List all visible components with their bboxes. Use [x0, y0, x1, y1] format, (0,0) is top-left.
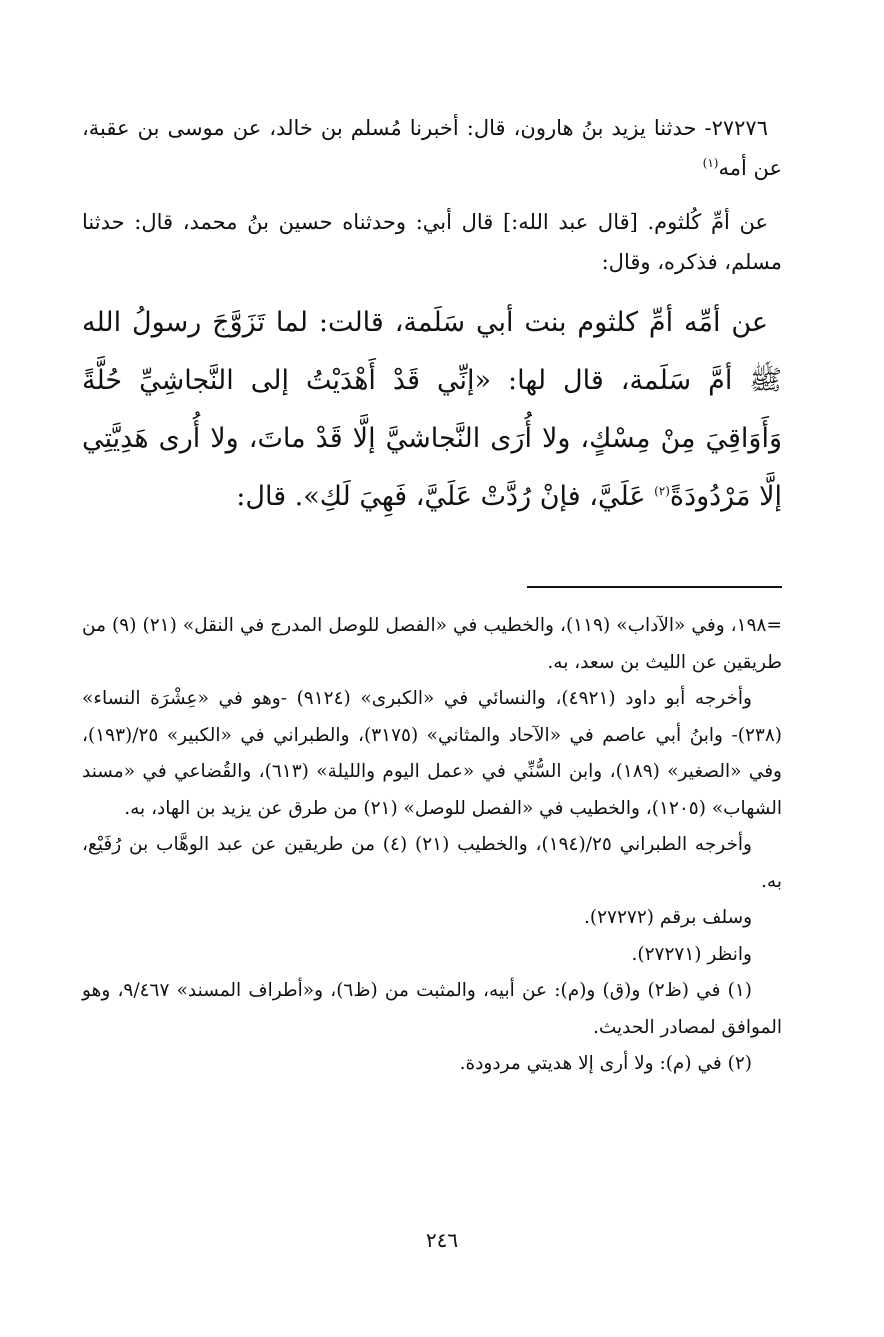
page-body	[82, 108, 782, 526]
footnote-continuation: =١٩٨، وفي «الآداب» (١١٩)، والخطيب في «الفصل للوصل المدرج في النقل» (٢١) (٩) من طريقين عن الليث بن سعد، به.	[82, 615, 782, 673]
footnote-divider	[527, 586, 782, 588]
matn-tail: عَلَيَّ، فإنْ رُدَّتْ عَلَيَّ، فَهِيَ لَكِ». قال:	[236, 481, 655, 512]
footnote-2: (٢) في (م): ولا أرى إلا هديتي مردودة.	[459, 1053, 752, 1074]
footnote-paragraph: وسلف برقم (٢٧٢٧٢).	[584, 907, 752, 928]
footnote-paragraph: وانظر (٢٧٢٧١).	[631, 943, 752, 965]
footnote-ref-2: (٢)	[654, 484, 670, 498]
footnote-paragraph: وأخرجه أبو داود (٤٩٢١)، والنسائي في «الكبرى» (٩١٢٤) -وهو في «عِشْرَة النساء» (٢٣٨)- وابنُ أبي عاصم في «الآحاد والمثاني» (٣١٧٥)، والطبراني في «الكبير» ٢٥/(١٩٣)، وفي «الصغير» (١٨٩)، وابن السُّنِّي في «عمل اليوم والليلة» (٦١٣)، والقُضاعي في «مسند الشهاب» (١٢٠٥)، والخطيب في «الفصل للوصل» (٢١) من طرق عن يزيد بن الهاد، به.	[82, 688, 782, 819]
footnote-1: (١) في (ظ٢) و(ق) و(م): عن أبيه، والمثبت من (ظ٦)، و«أطراف المسند» ٩/٤٦٧، وهو الموافق لمصادر الحديث.	[82, 980, 782, 1038]
isnad-line-1-text: ٢٧٢٧٦- حدثنا يزيد بنُ هارون، قال: أخبرنا مُسلم بن خالد، عن موسى بن عقبة، عن أمه	[82, 116, 782, 180]
page-number: ٢٤٦	[425, 1228, 459, 1252]
footnote-paragraph: وأخرجه الطبراني ٢٥/(١٩٤)، والخطيب (٢١) (٤) من طريقين عن عبد الوهَّاب بن رُفَيْع، به.	[82, 834, 782, 892]
matn-text: عن أمِّه أمِّ كلثوم بنت أبي سَلَمة، قالت: لما تَزَوَّجَ رسولُ الله ﷺ أمَّ سَلَمة، قال لها: «إنِّي قَدْ أَهْدَيْتُ إلى النَّجاشِيِّ حُلَّةً وَأَوَاقِيَ مِنْ مِسْكٍ، ولا أُرَى النَّجاشيَّ إلَّا قَدْ ماتَ، ولا أُرى هَدِيَّتِي إلَّا مَرْدُودَةً	[82, 307, 782, 512]
isnad-line-1	[82, 108, 782, 188]
matn-paragraph	[82, 294, 782, 526]
hadith-matn	[82, 294, 782, 526]
isnad-line-2: عن أمِّ كُلثوم. [قال عبد الله:] قال أبي: وحدثناه حسين بنُ محمد، قال: حدثنا مسلم، فذكره، وقال:	[82, 210, 782, 274]
footnote-ref-1: (١)	[702, 156, 719, 170]
footnotes	[82, 608, 782, 1083]
hadith-isnad	[82, 108, 782, 282]
